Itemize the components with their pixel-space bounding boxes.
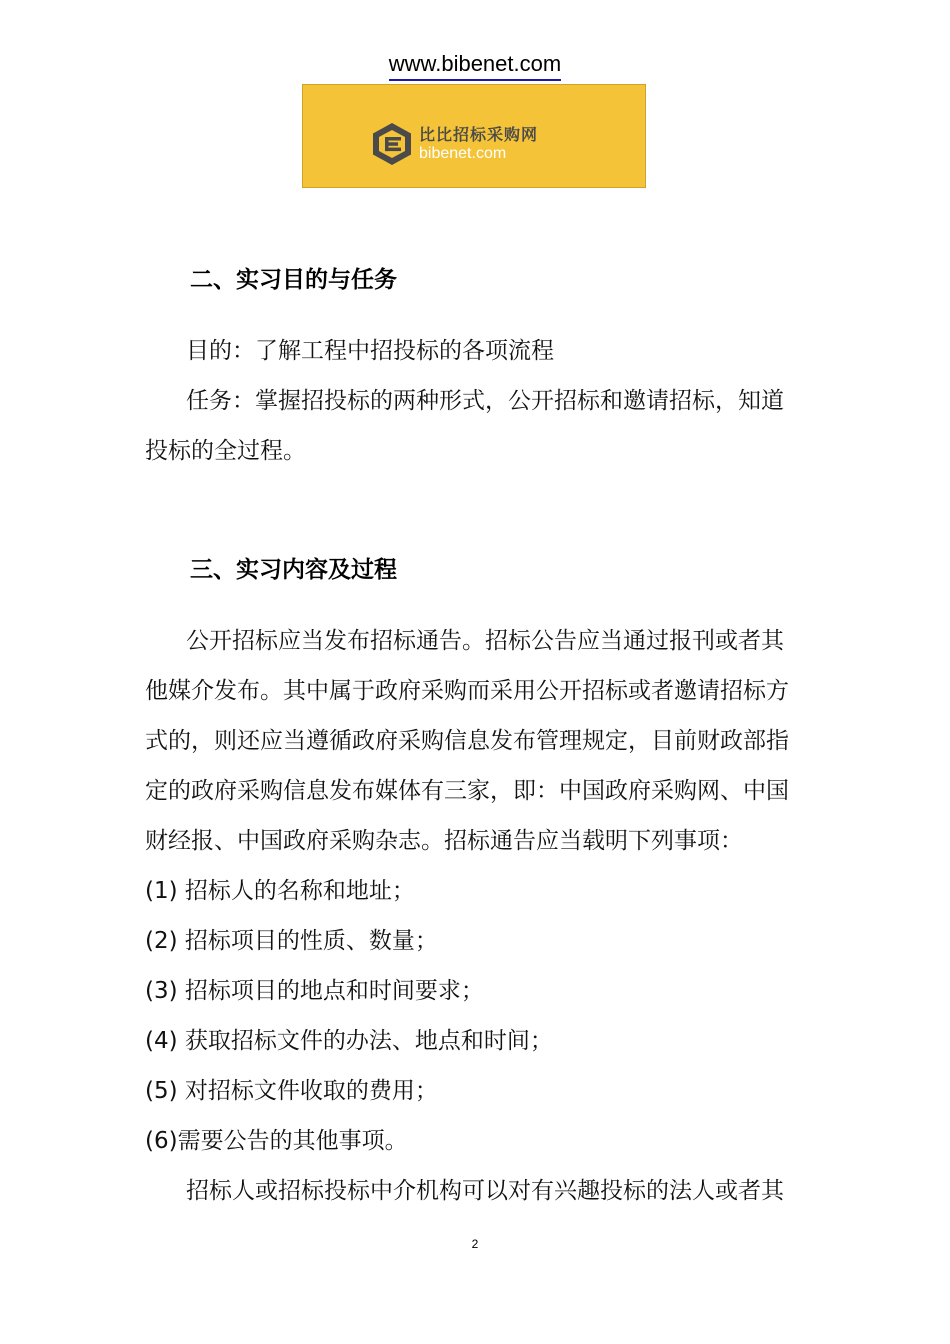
hexagon-e-logo-icon (369, 121, 415, 167)
paragraph-line: 定的政府采购信息发布媒体有三家，即：中国政府采购网、中国 (145, 778, 789, 804)
list-item: (4) 获取招标文件的办法、地点和时间； (145, 1028, 553, 1054)
site-url-link[interactable] (0, 50, 950, 81)
paragraph-line: 财经报、中国政府采购杂志。招标通告应当载明下列事项： (145, 828, 743, 854)
section-2-heading: 二、实习目的与任务 (190, 267, 397, 293)
task-line-2: 投标的全过程。 (145, 438, 306, 464)
logo-chinese-name: 比比招标采购网 (419, 125, 539, 144)
list-item: (5) 对招标文件收取的费用； (145, 1078, 438, 1104)
site-url-text[interactable]: www.bibenet.com (389, 50, 561, 81)
list-item: (6)需要公告的其他事项。 (145, 1128, 408, 1154)
list-item: (1) 招标人的名称和地址； (145, 878, 415, 904)
section-3-heading: 三、实习内容及过程 (190, 557, 397, 583)
logo-english-name: bibenet.com (419, 145, 507, 162)
purpose-line: 目的：了解工程中招投标的各项流程 (186, 338, 554, 364)
page-number: 2 (471, 1237, 479, 1251)
paragraph-last-line: 招标人或招标投标中介机构可以对有兴趣投标的法人或者其 (186, 1178, 784, 1204)
list-item: (3) 招标项目的地点和时间要求； (145, 978, 484, 1004)
paragraph-line: 他媒介发布。其中属于政府采购而采用公开招标或者邀请招标方 (145, 678, 789, 704)
list-item: (2) 招标项目的性质、数量； (145, 928, 438, 954)
paragraph-line: 式的，则还应当遵循政府采购信息发布管理规定，目前财政部指 (145, 728, 789, 754)
site-logo-banner (302, 84, 646, 188)
paragraph-line: 公开招标应当发布招标通告。招标公告应当通过报刊或者其 (186, 628, 784, 654)
task-line-1: 任务：掌握招投标的两种形式，公开招标和邀请招标，知道 (186, 388, 784, 414)
